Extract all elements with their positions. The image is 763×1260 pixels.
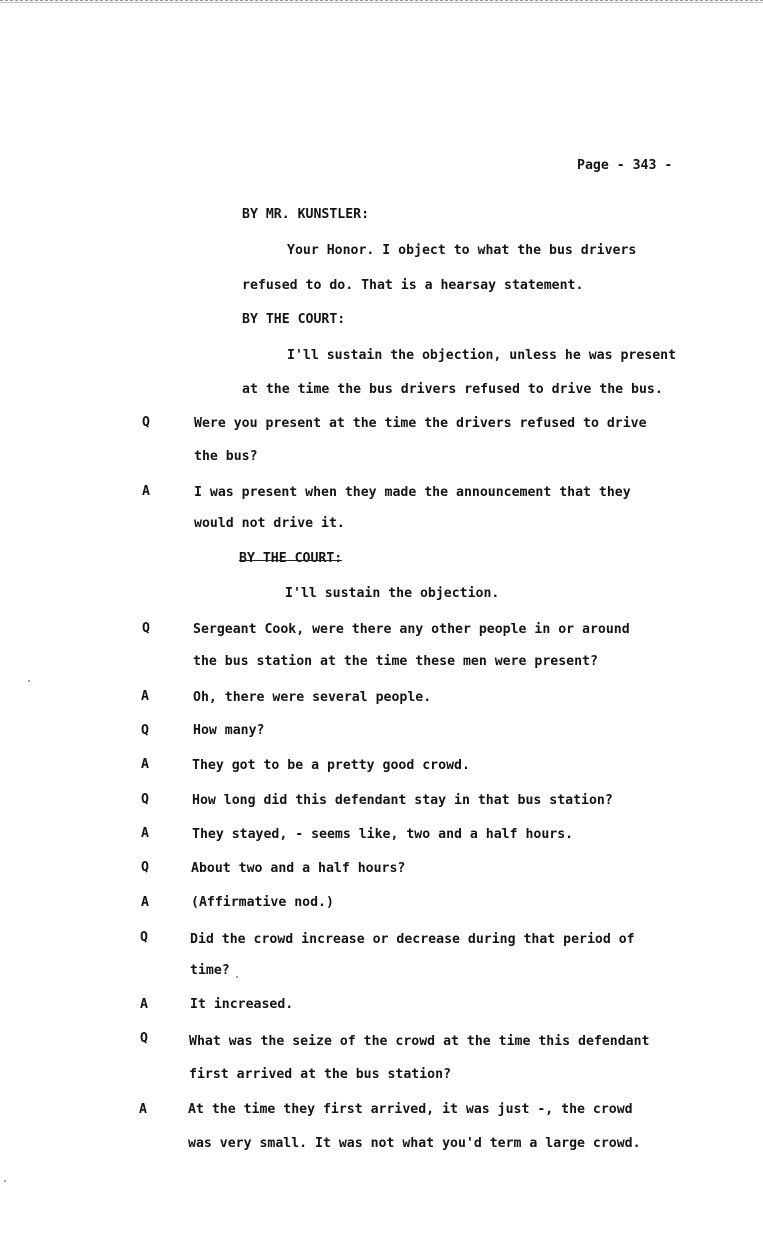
speaker-kunstler: BY MR. KUNSTLER: xyxy=(242,207,370,222)
speaker-court-1: BY THE COURT: xyxy=(242,312,346,327)
qa-line: would not drive it. xyxy=(194,516,345,531)
qa-line: About two and a half hours? xyxy=(191,861,406,876)
qa-marker: Q xyxy=(140,1031,148,1046)
qa-line: They got to be a pretty good crowd. xyxy=(192,758,470,773)
qa-marker: A xyxy=(139,1102,147,1117)
qa-marker: A xyxy=(141,757,149,772)
qa-line: the bus? xyxy=(194,449,258,464)
qa-line: time? xyxy=(190,963,230,978)
court-statement-2-line-1: I'll sustain the objection. xyxy=(285,586,500,601)
qa-line: first arrived at the bus station? xyxy=(189,1067,452,1082)
qa-line: At the time they first arrived, it was just -, the crowd xyxy=(188,1102,633,1117)
qa-line: How many? xyxy=(193,723,265,738)
speaker-court-2 xyxy=(239,550,342,568)
qa-marker: Q xyxy=(140,930,148,945)
qa-line: (Affirmative nod.) xyxy=(191,895,334,910)
qa-line: was very small. It was not what you'd term a large crowd. xyxy=(188,1136,641,1151)
speaker-court-2-text: BY THE COURT: xyxy=(239,551,343,566)
qa-marker: A xyxy=(140,997,148,1012)
court-statement-1-line-2: at the time the bus drivers refused to drive the bus. xyxy=(242,382,663,397)
qa-marker: A xyxy=(141,689,149,704)
court-statement-1-line-1: I'll sustain the objection, unless he was present xyxy=(287,348,677,363)
scan-speck xyxy=(28,680,30,682)
qa-line: the bus station at the time these men were present? xyxy=(193,654,598,669)
scan-speck xyxy=(236,976,238,978)
qa-marker: Q xyxy=(141,792,149,807)
qa-line: Did the crowd increase or decrease during that period of xyxy=(190,932,635,947)
kunstler-statement-line-2: refused to do. That is a hearsay statement. xyxy=(242,278,584,293)
qa-line: What was the seize of the crowd at the time this defendant xyxy=(189,1034,650,1049)
qa-marker: Q xyxy=(142,621,150,636)
qa-marker: A xyxy=(142,484,150,499)
qa-line: I was present when they made the announcement that they xyxy=(194,485,631,500)
qa-marker: Q xyxy=(141,860,149,875)
qa-line: It increased. xyxy=(190,997,294,1012)
page-top-edge xyxy=(0,0,763,3)
page-number: Page - 343 - xyxy=(577,158,673,173)
qa-marker: Q xyxy=(141,723,149,738)
qa-marker: Q xyxy=(142,415,150,430)
qa-line: They stayed, - seems like, two and a half hours. xyxy=(192,827,574,842)
qa-line: Were you present at the time the drivers refused to drive xyxy=(194,416,647,431)
qa-line: Sergeant Cook, were there any other people in or around xyxy=(193,622,630,637)
qa-line: Oh, there were several people. xyxy=(193,690,432,705)
qa-marker: A xyxy=(141,826,149,841)
qa-marker: A xyxy=(141,895,149,910)
kunstler-statement-line-1: Your Honor. I object to what the bus drivers xyxy=(287,243,637,258)
scan-speck xyxy=(4,1180,6,1182)
qa-line: How long did this defendant stay in that bus station? xyxy=(192,793,613,808)
